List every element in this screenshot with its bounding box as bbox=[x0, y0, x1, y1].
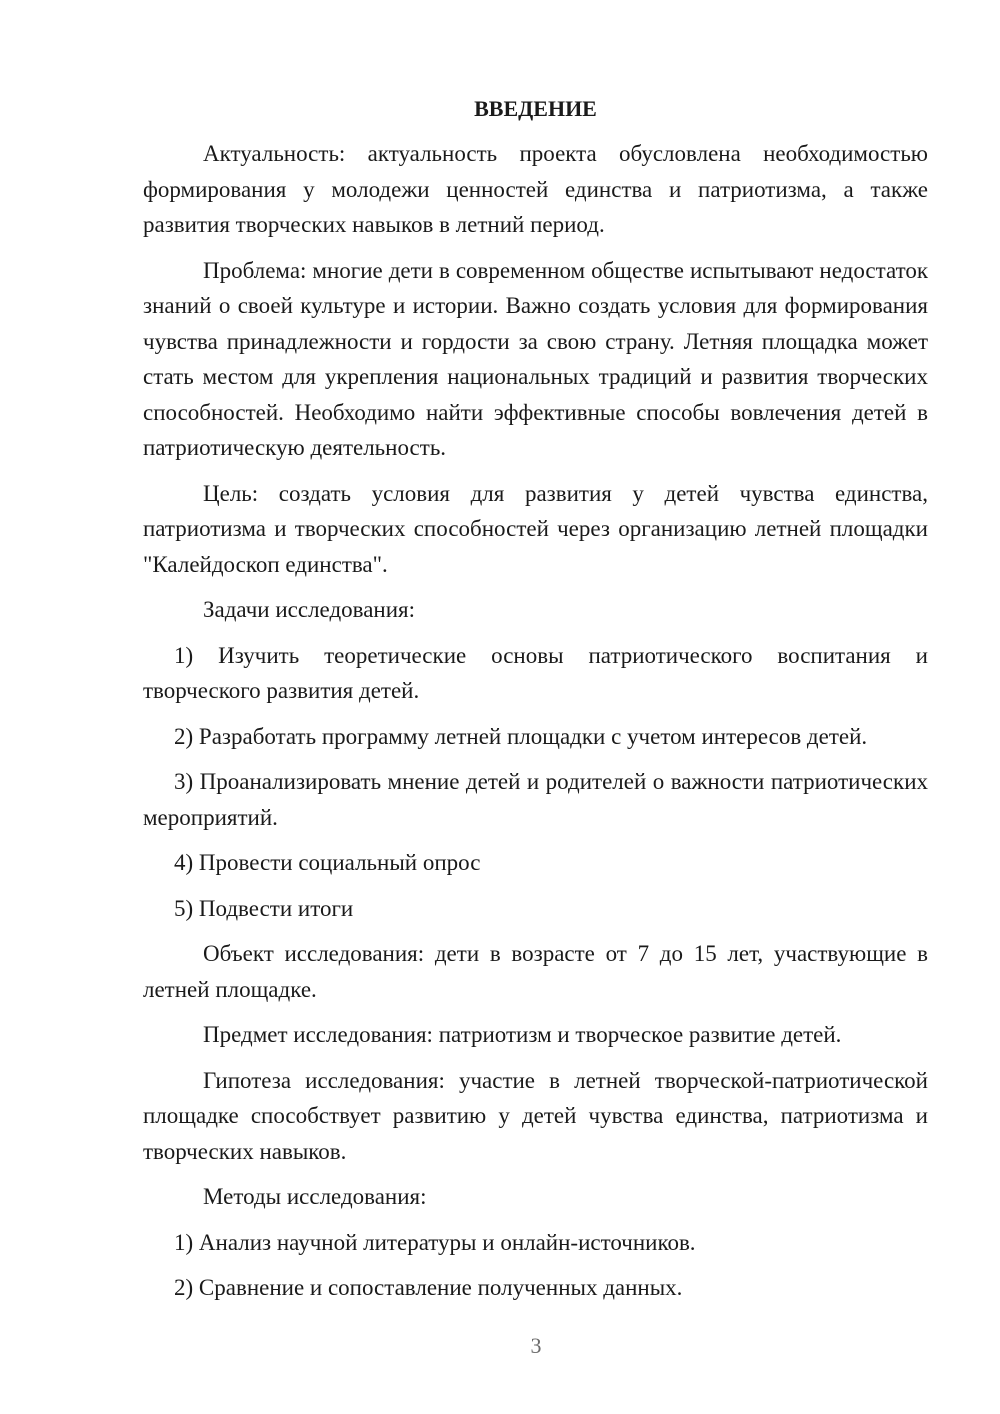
task-item-3: 3) Проанализировать мнение детей и родителей о важности патриотических мероприятий. bbox=[143, 769, 928, 830]
page-number: 3 bbox=[530, 1333, 542, 1358]
task-item-2: 2) Разработать программу летней площадки с учетом интересов детей. bbox=[174, 723, 868, 749]
problem-paragraph: Проблема: многие дети в современном обществе испытывают недостаток знаний о своей культуре и истории. Важно создать условия для формирования чувства принадлежности и гордости за свою страну. Летняя площадка может стать местом для укрепления национальных традиций и развития творческих способностей. Необходимо найти эффективные способы вовлечения детей в патриотическую деятельность. bbox=[143, 257, 928, 460]
goal-paragraph: Цель: создать условия для развития у детей чувства единства, патриотизма и творческих способностей через организацию летней площадки "Калейдоскоп единства". bbox=[143, 480, 928, 577]
page-title: ВВЕДЕНИЕ bbox=[474, 96, 597, 121]
method-item-2: 2) Сравнение и сопоставление полученных данных. bbox=[174, 1275, 683, 1300]
relevance-paragraph: Актуальность: актуальность проекта обусловлена необходимостью формирования у молодежи ценностей единства и патриотизма, а также развития творческих навыков в летний период. bbox=[143, 141, 928, 237]
task-item-4: 4) Провести социальный опрос bbox=[174, 850, 481, 875]
tasks-heading: Задачи исследования: bbox=[203, 597, 416, 622]
object-paragraph: Объект исследования: дети в возрасте от 7 до 15 лет, участвующие в летней площадке. bbox=[143, 941, 928, 1002]
methods-heading: Методы исследования: bbox=[203, 1184, 427, 1209]
hypothesis-paragraph: Гипотеза исследования: участие в летней творческой-патриотической площадке способствует развитию у детей чувства единства, патриотизма и творческих навыков. bbox=[143, 1067, 928, 1164]
subject-paragraph: Предмет исследования: патриотизм и творческое развитие детей. bbox=[203, 1022, 842, 1047]
task-item-1: 1) Изучить теоретические основы патриотического воспитания и творческого развития детей. bbox=[143, 642, 928, 703]
task-item-5: 5) Подвести итоги bbox=[174, 895, 354, 921]
method-item-1: 1) Анализ научной литературы и онлайн-источников. bbox=[174, 1229, 696, 1255]
document-page bbox=[143, 94, 928, 1316]
